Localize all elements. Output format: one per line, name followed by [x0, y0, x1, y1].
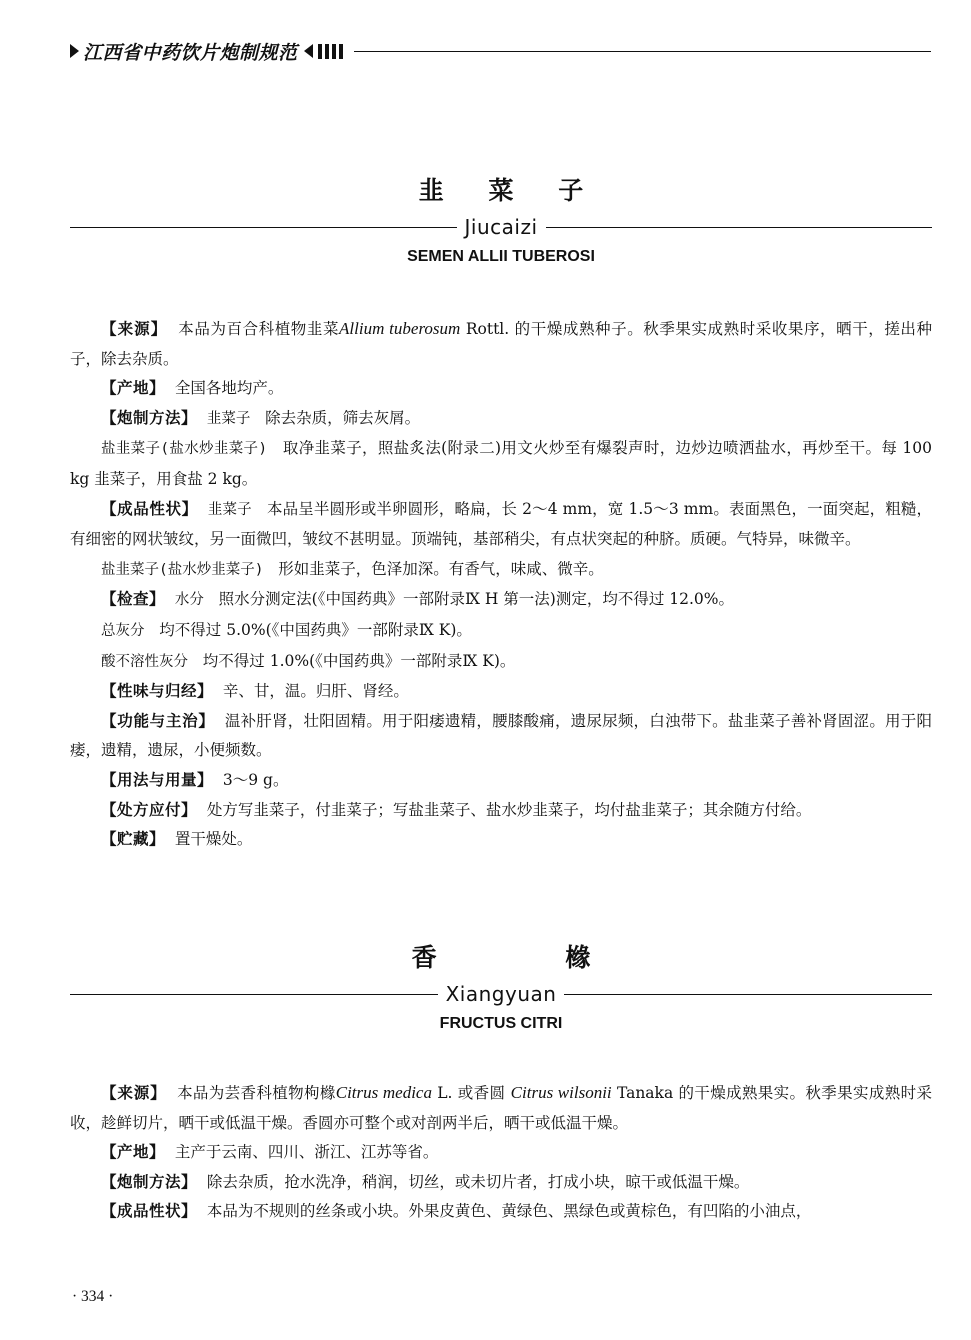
section-total-ash: 总灰分 均不得过 5.0%(《中国药典》一部附录Ⅸ K)。 [101, 620, 472, 639]
section-label: 【性味与归经】 [101, 682, 214, 701]
section-label: 【用法与用量】 [101, 770, 214, 789]
bars-ornament-icon [318, 44, 346, 59]
section-inspection: 【检查】 水分 照水分测定法(《中国药典》一部附录Ⅸ H 第一法)测定，均不得过 12.0%。 [101, 590, 734, 609]
sub-label: 盐韭菜子(盐水炒韭菜子) [101, 561, 264, 578]
section-label: 【炮制方法】 [101, 1172, 198, 1191]
sub-label: 韭菜子 [207, 501, 252, 518]
section-label: 【成品性状】 [101, 499, 198, 518]
species-name: Citrus wilsonii [510, 1083, 612, 1102]
sub-label: 酸不溶性灰分 [101, 653, 188, 670]
triangle-left-icon [304, 44, 313, 58]
pinyin-row [70, 212, 932, 242]
header-rule [354, 51, 931, 52]
heading-rule-left [70, 994, 438, 995]
section-label: 【产地】 [101, 1143, 166, 1162]
running-header [70, 38, 931, 64]
section-processing: 【炮制方法】 韭菜子 除去杂质，筛去灰屑。 [101, 408, 421, 427]
section-origin: 【产地】 主产于云南、四川、浙江、江苏等省。 [101, 1143, 439, 1162]
section-label: 【功能与主治】 [101, 711, 215, 730]
running-header-title: 江西省中药饮片炮制规范 [83, 41, 298, 64]
section-source: 【来源】 本品为芸香科植物枸橼Citrus medica L. 或香圆 Citrus wilsonii Tanaka 的干燥成熟果实。秋季果实成熟时采收，趁鲜切片，晒干或低温干燥。香圆亦可整个或对剖两半后，晒干或低温干燥。 [70, 1083, 932, 1132]
section-label: 【成品性状】 [101, 1202, 198, 1221]
sub-label: 水分 [174, 592, 204, 609]
species-name: Citrus medica [335, 1083, 432, 1102]
monograph-body-xiangyuan [70, 1078, 932, 1227]
section-label: 【炮制方法】 [101, 408, 198, 427]
section-character-salt: 盐韭菜子(盐水炒韭菜子) 形如韭菜子，色泽加深。有香气，味咸、微辛。 [101, 559, 604, 578]
heading-rule-right [546, 227, 933, 228]
section-acid-ash: 酸不溶性灰分 均不得过 1.0%(《中国药典》一部附录Ⅸ K)。 [101, 651, 516, 670]
section-character: 【成品性状】 本品为不规则的丝条或小块。外果皮黄色、黄绿色、黑绿色或黄棕色，有凹陷的小油点， [101, 1202, 812, 1221]
section-character: 【成品性状】 韭菜子 本品呈半圆形或半卵圆形，略扁，长 2～4 mm，宽 1.5～3 mm。表面黑色，一面突起，粗糙，有细密的网状皱纹，另一面微凹，皱纹不甚明显。顶端钝，基部稍尖，有点状突起的种脐。质硬。气特异，味微辛。 [70, 499, 932, 549]
section-storage: 【贮藏】 置干燥处。 [101, 830, 253, 849]
monograph-pinyin: Xiangyuan [445, 982, 557, 1006]
monograph-title: 香 橼 [411, 943, 651, 972]
monograph-latin-name: SEMEN ALLII TUBEROSI [407, 248, 595, 265]
section-dosage: 【用法与用量】 3～9 g。 [101, 770, 289, 789]
section-label: 【来源】 [101, 1084, 167, 1102]
section-prescription: 【处方应付】 处方写韭菜子，付韭菜子；写盐韭菜子、盐水炒韭菜子，均付盐韭菜子；其余随方付给。 [101, 800, 812, 819]
species-name: Allium tuberosum [339, 319, 461, 338]
monograph-pinyin: Jiucaizi [464, 215, 538, 239]
section-label: 【处方应付】 [101, 800, 198, 819]
sub-label: 总灰分 [101, 622, 145, 639]
section-label: 【产地】 [101, 379, 166, 398]
monograph-title: 韭 菜 子 [418, 176, 602, 205]
section-source: 【来源】 本品为百合科植物韭菜Allium tuberosum Rottl. 的干燥成熟种子。秋季果实成熟时采收果序，晒干，搓出种子，除去杂质。 [70, 319, 932, 368]
monograph-heading-jiucaizi [70, 174, 932, 266]
section-processing: 【炮制方法】 除去杂质，抢水洗净，稍润，切丝，或未切片者，打成小块，晾干或低温干燥。 [101, 1172, 750, 1191]
page-number: · 334 · [72, 1288, 114, 1305]
section-origin: 【产地】 全国各地均产。 [101, 379, 284, 398]
heading-rule-right [564, 994, 932, 995]
heading-rule-left [70, 227, 457, 228]
monograph-heading-xiangyuan [70, 941, 932, 1033]
section-label: 【来源】 [101, 320, 168, 338]
section-nature: 【性味与归经】 辛、甘，温。归肝、肾经。 [101, 682, 409, 701]
section-label: 【贮藏】 [101, 830, 166, 849]
monograph-latin-name: FRUCTUS CITRI [439, 1015, 563, 1032]
section-function: 【功能与主治】 温补肝肾，壮阳固精。用于阳痿遗精，腰膝酸痛，遗尿尿频，白浊带下。盐韭菜子善补肾固涩。用于阳痿，遗精，遗尿，小便频数。 [70, 711, 932, 760]
triangle-right-icon [70, 44, 79, 58]
monograph-body-jiucaizi [70, 314, 932, 855]
sub-label: 韭菜子 [206, 410, 251, 427]
section-processing-salt: 盐韭菜子(盐水炒韭菜子) 取净韭菜子，照盐炙法(附录二)用文火炒至有爆裂声时，边炒边喷洒盐水，再炒至干。每 100 kg 韭菜子，用食盐 2 kg。 [70, 439, 933, 488]
sub-label: 盐韭菜子(盐水炒韭菜子) [101, 441, 268, 458]
pinyin-row [70, 979, 932, 1009]
section-label: 【检查】 [101, 590, 166, 609]
